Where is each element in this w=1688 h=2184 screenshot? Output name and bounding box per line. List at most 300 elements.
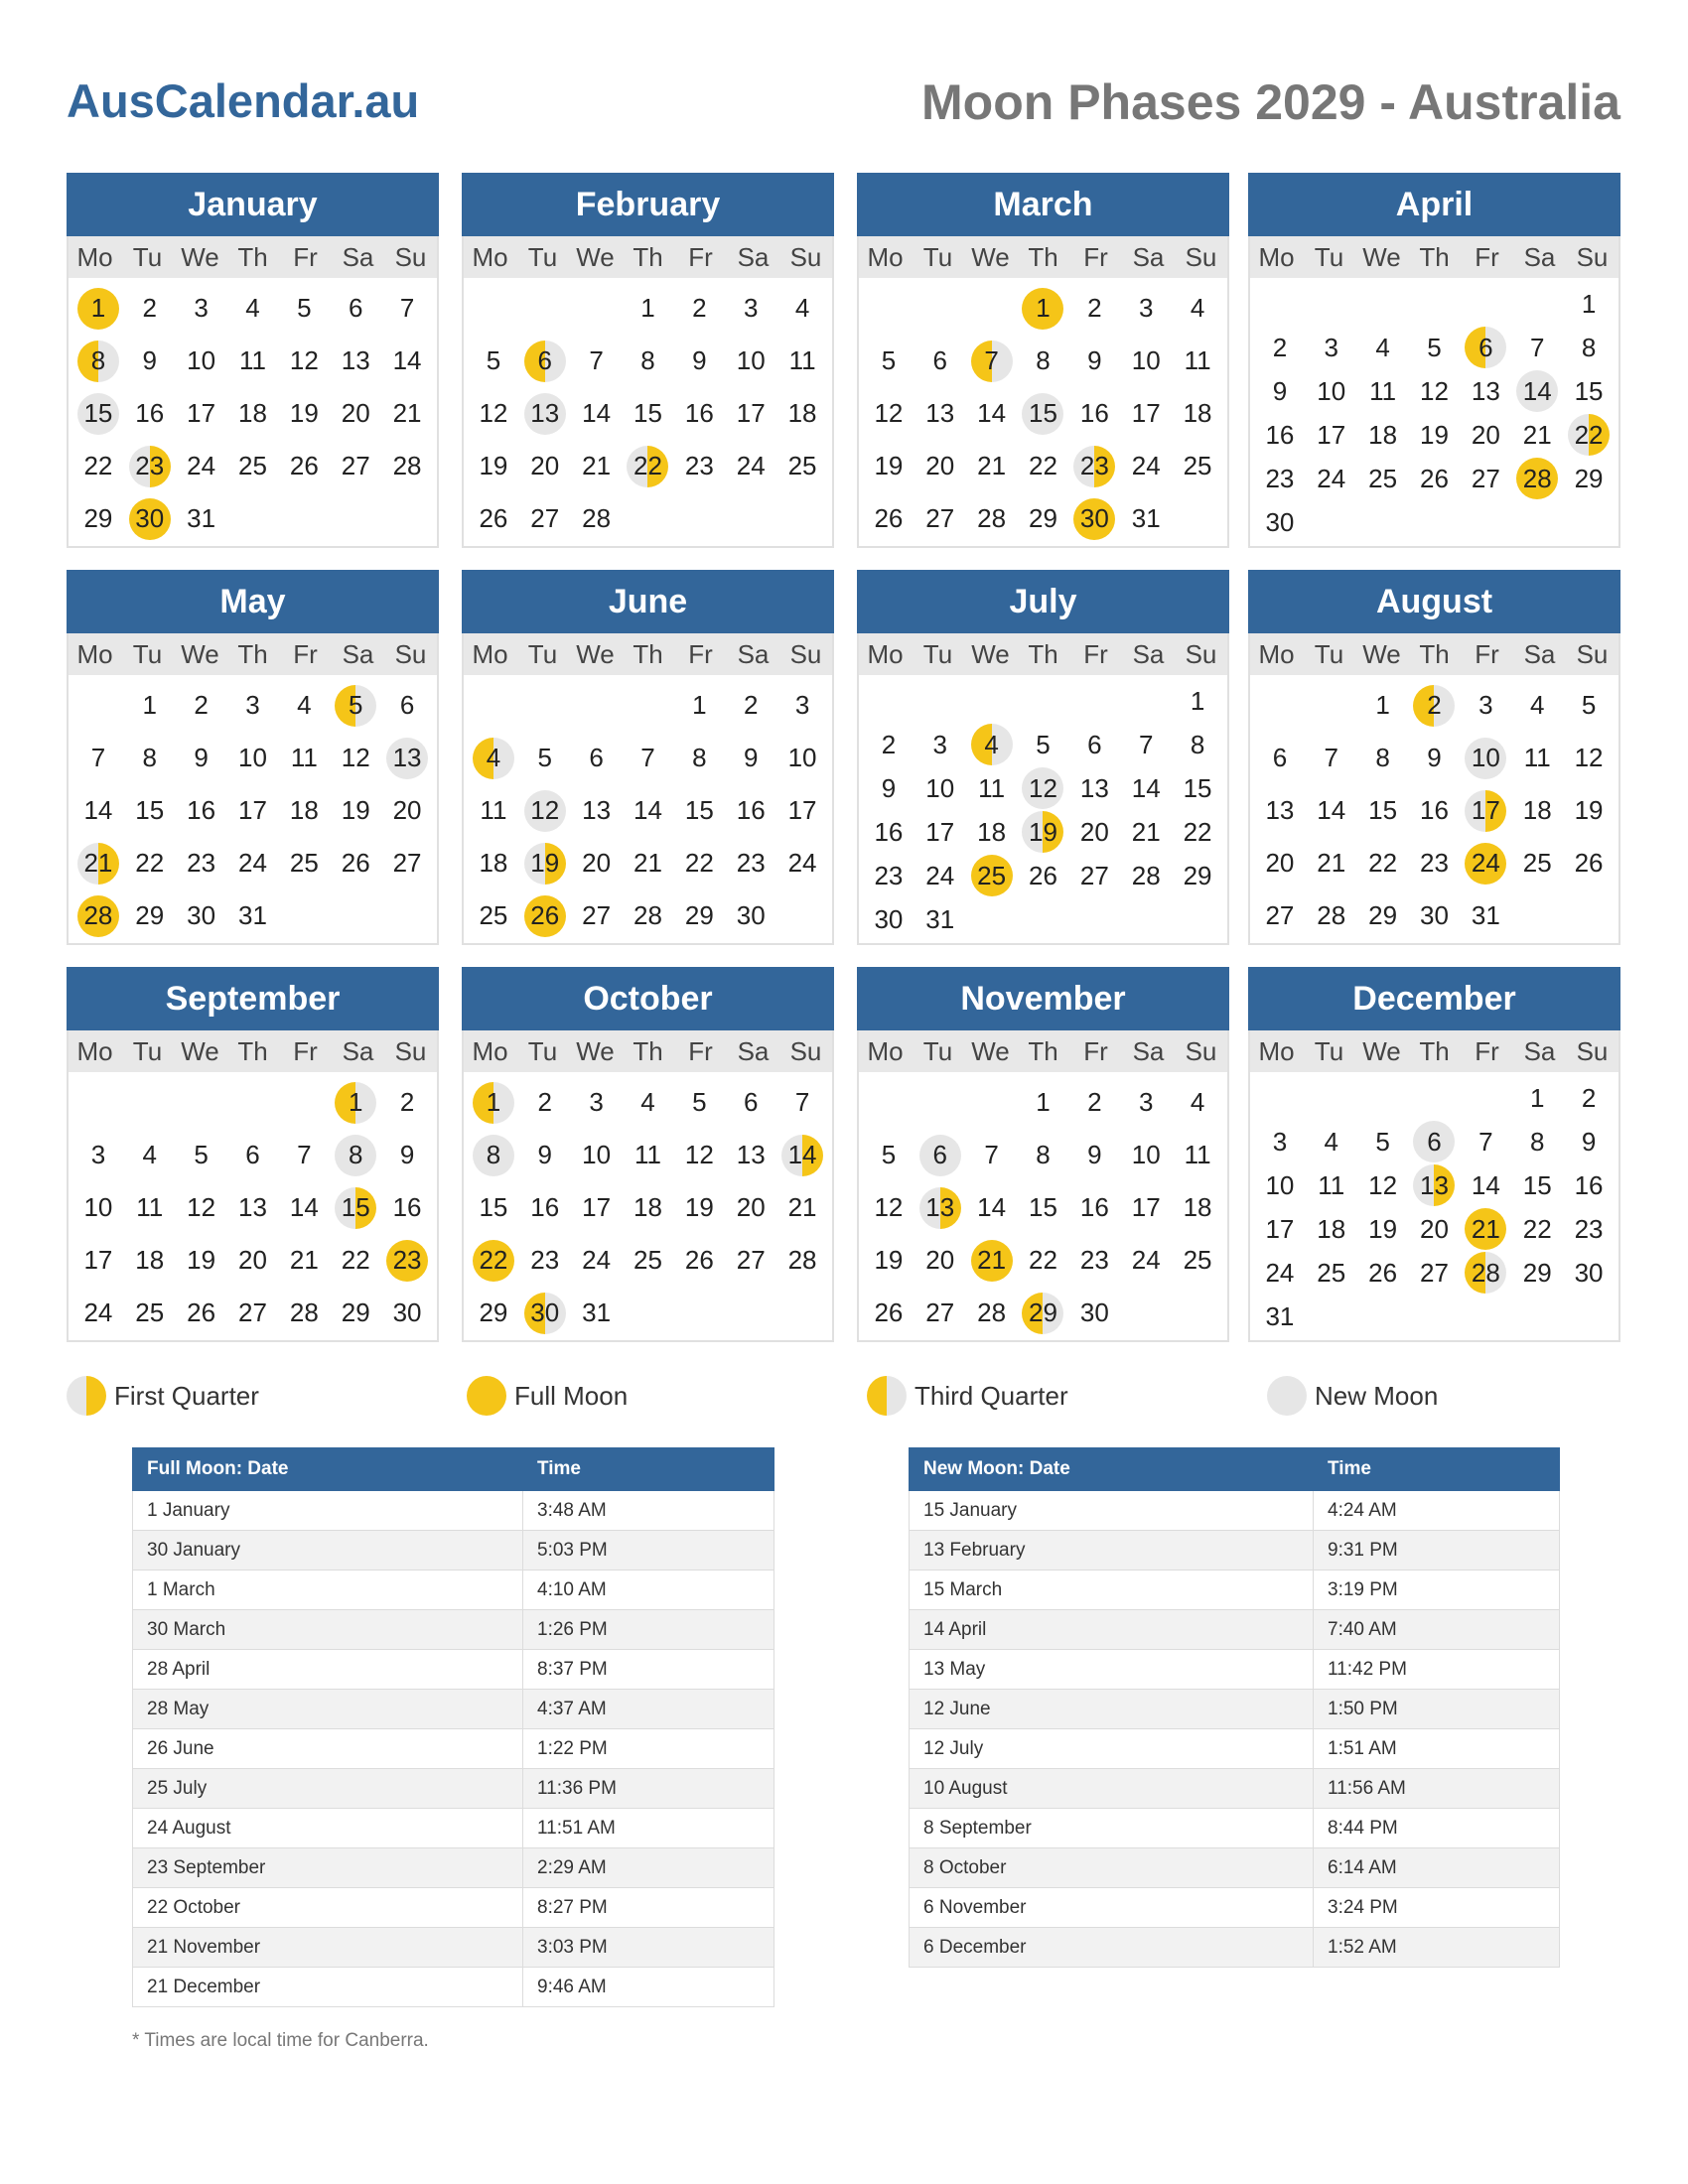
day-cell [725, 1181, 776, 1234]
empty-cell [1306, 282, 1357, 326]
day-cell [72, 1287, 124, 1339]
day-cell [330, 1076, 381, 1129]
day-number: 8 [1581, 332, 1597, 362]
third-quarter-marker: 30 [524, 1293, 566, 1334]
day-number: 3 [589, 1087, 604, 1117]
day-number: 13 [582, 795, 612, 825]
month-may [67, 570, 439, 945]
day-cell [1172, 440, 1223, 492]
weekday-label: Fr [1083, 1035, 1108, 1066]
weekday-label: Mo [867, 241, 904, 272]
day-cell [725, 679, 776, 732]
day-number: 20 [530, 451, 560, 480]
day-cell [571, 1287, 623, 1339]
day-number: 18 [1368, 419, 1398, 450]
day-number: 13 [238, 1192, 267, 1222]
day-number: 3 [245, 690, 260, 720]
new-moon-marker: 6 [919, 1135, 961, 1176]
legend-third-quarter [867, 1376, 1068, 1416]
day-number: 27 [238, 1297, 267, 1327]
weekday-label: Fr [1475, 1035, 1499, 1066]
day-cell [1068, 492, 1120, 545]
day-number: 2 [692, 293, 707, 323]
day-number: 16 [874, 816, 904, 847]
day-number: 17 [787, 795, 817, 825]
empty-cell [571, 282, 623, 335]
full-moon-marker: 28 [77, 895, 119, 937]
day-number: 14 [83, 795, 113, 825]
day-number: 29 [341, 1297, 370, 1327]
day-cell [1563, 837, 1615, 889]
day-cell [1306, 837, 1357, 889]
day-cell [227, 679, 279, 732]
legend-label: New Moon [1315, 1380, 1439, 1411]
day-grid [69, 1072, 437, 1339]
date-cell: 13 February [910, 1531, 1314, 1570]
day-cell [1068, 1076, 1120, 1129]
day-number: 18 [135, 1245, 165, 1275]
day-number: 7 [1138, 729, 1154, 759]
day-number: 14 [582, 398, 612, 428]
site-logo-text[interactable]: AusCalendar.au [67, 74, 420, 127]
day-cell [1511, 1120, 1563, 1163]
weekday-label: Th [237, 1035, 268, 1066]
weekday-label: Tu [922, 638, 953, 669]
date-cell: 22 October [133, 1888, 523, 1928]
first-quarter-marker: 13 [1413, 1164, 1455, 1206]
day-cell [519, 1076, 571, 1129]
empty-cell [863, 679, 914, 723]
day-cell [176, 837, 227, 889]
day-cell [914, 1129, 966, 1181]
full-moon-marker: 22 [473, 1240, 514, 1282]
weekday-label: Mo [76, 638, 113, 669]
time-cell: 9:46 AM [523, 1968, 774, 2007]
third-quarter-marker: 5 [335, 685, 376, 727]
day-number: 19 [479, 451, 508, 480]
day-cell [1254, 326, 1306, 369]
day-number: 10 [1317, 375, 1346, 406]
time-cell: 3:03 PM [523, 1928, 774, 1968]
day-cell [278, 1234, 330, 1287]
day-cell [863, 1234, 914, 1287]
day-cell [124, 837, 176, 889]
day-cell [1172, 1181, 1223, 1234]
time-cell: 8:27 PM [523, 1888, 774, 1928]
first-quarter-marker: 23 [129, 446, 171, 487]
day-number: 10 [238, 743, 267, 772]
empty-cell [1460, 1076, 1511, 1120]
day-cell [623, 1181, 674, 1234]
day-cell [1511, 784, 1563, 837]
weekday-label: Mo [1258, 241, 1295, 272]
day-number: 25 [1183, 1245, 1212, 1275]
day-cell [776, 679, 828, 732]
day-cell [1068, 282, 1120, 335]
weekday-label: Th [633, 241, 663, 272]
day-cell [176, 387, 227, 440]
day-cell [1120, 492, 1172, 545]
day-cell [623, 1076, 674, 1129]
empty-cell [1068, 679, 1120, 723]
month-grid [67, 173, 1620, 1348]
day-number: 31 [238, 900, 267, 930]
weekday-label: Fr [1083, 638, 1108, 669]
table-row [910, 1531, 1560, 1570]
day-number: 22 [1029, 451, 1057, 480]
table-row [910, 1690, 1560, 1729]
day-number: 1 [1581, 288, 1597, 319]
weekday-label: Su [1576, 638, 1609, 669]
day-number: 15 [135, 795, 165, 825]
day-cell [468, 1076, 519, 1129]
empty-cell [1409, 282, 1461, 326]
day-number: 9 [1087, 345, 1102, 375]
day-cell [1120, 854, 1172, 897]
time-cell: 7:40 AM [1314, 1610, 1560, 1650]
day-number: 21 [582, 451, 612, 480]
day-number: 27 [1471, 463, 1500, 493]
day-number: 14 [1471, 1169, 1500, 1200]
day-cell [1172, 282, 1223, 335]
table-row [133, 1968, 774, 2007]
time-cell: 11:51 AM [523, 1809, 774, 1848]
weekday-label: Mo [472, 1035, 508, 1066]
date-cell: 28 April [133, 1650, 523, 1690]
weekday-label: We [181, 241, 219, 272]
day-number: 1 [1190, 685, 1205, 716]
day-number: 1 [142, 690, 157, 720]
table-row [133, 1928, 774, 1968]
new-moon-marker: 10 [1465, 738, 1506, 779]
day-number: 2 [399, 1087, 415, 1117]
empty-cell [1306, 679, 1357, 732]
day-cell [1306, 1163, 1357, 1207]
day-number: 10 [1131, 1140, 1161, 1169]
day-cell [1068, 766, 1120, 810]
legend-new-moon [1267, 1376, 1438, 1416]
day-grid [859, 1072, 1227, 1339]
day-cell [519, 837, 571, 889]
day-grid [464, 1072, 832, 1339]
day-cell [468, 732, 519, 784]
day-cell [1563, 1207, 1615, 1251]
day-cell [863, 335, 914, 387]
third-quarter-marker: 8 [77, 341, 119, 382]
day-number: 12 [874, 1192, 904, 1222]
month-january [67, 173, 439, 548]
day-number: 3 [1138, 293, 1154, 323]
day-cell [914, 492, 966, 545]
day-cell [1254, 369, 1306, 413]
day-number: 16 [1265, 419, 1295, 450]
day-grid [464, 278, 832, 545]
weekday-label: We [971, 638, 1010, 669]
day-grid [1250, 278, 1618, 544]
day-number: 1 [1036, 1087, 1051, 1117]
date-cell: 8 October [910, 1848, 1314, 1888]
day-cell [1460, 837, 1511, 889]
day-cell [1018, 387, 1069, 440]
day-cell [227, 335, 279, 387]
day-number: 24 [83, 1297, 113, 1327]
day-number: 25 [1522, 848, 1552, 878]
day-number: 9 [881, 772, 897, 803]
full-moon-marker: 30 [1073, 498, 1115, 540]
page-title: Moon Phases 2029 - Australia [921, 74, 1620, 130]
day-number: 7 [90, 743, 106, 772]
table-row [910, 1650, 1560, 1690]
day-number: 16 [392, 1192, 422, 1222]
day-number: 30 [874, 903, 904, 934]
full-moon-marker: 30 [129, 498, 171, 540]
day-number: 20 [1265, 848, 1295, 878]
day-number: 28 [392, 451, 422, 480]
day-cell [1306, 457, 1357, 500]
weekday-header [69, 236, 437, 278]
day-cell [519, 889, 571, 942]
phase-legend [67, 1376, 1620, 1422]
month-title: September [67, 967, 439, 1030]
day-number: 11 [1369, 375, 1397, 406]
day-cell [381, 784, 433, 837]
day-cell [176, 784, 227, 837]
day-number: 20 [736, 1192, 766, 1222]
day-number: 31 [582, 1297, 612, 1327]
empty-cell [863, 1076, 914, 1129]
day-cell [278, 282, 330, 335]
day-number: 9 [1581, 1126, 1597, 1157]
day-number: 29 [1574, 463, 1604, 493]
day-cell [124, 679, 176, 732]
day-cell [1306, 326, 1357, 369]
day-cell [330, 679, 381, 732]
date-cell: 21 December [133, 1968, 523, 2007]
day-number: 20 [238, 1245, 267, 1275]
day-number: 22 [1522, 1213, 1552, 1244]
weekday-label: We [576, 241, 615, 272]
weekday-label: Tu [527, 1035, 558, 1066]
table-row [133, 1491, 774, 1531]
weekday-label: Fr [293, 638, 318, 669]
day-cell [124, 732, 176, 784]
full-moon-marker: 24 [1465, 843, 1506, 885]
day-cell [776, 837, 828, 889]
month-title: January [67, 173, 439, 236]
day-number: 25 [479, 900, 508, 930]
day-cell [863, 440, 914, 492]
day-number: 25 [238, 451, 267, 480]
month-february [462, 173, 834, 548]
day-cell [571, 1076, 623, 1129]
full-moon-marker: 1 [1022, 288, 1063, 330]
day-cell [571, 492, 623, 545]
new-moon-marker: 13 [386, 738, 428, 779]
day-cell [966, 810, 1018, 854]
day-cell [1409, 732, 1461, 784]
day-number: 20 [582, 848, 612, 878]
day-number: 16 [684, 398, 714, 428]
day-number: 17 [1131, 398, 1161, 428]
first-quarter-icon [67, 1376, 106, 1416]
month-title: October [462, 967, 834, 1030]
day-number: 12 [874, 398, 904, 428]
day-cell [1511, 1076, 1563, 1120]
day-cell [1460, 1163, 1511, 1207]
day-number: 3 [1478, 690, 1493, 720]
day-cell [468, 335, 519, 387]
day-number: 8 [640, 345, 655, 375]
empty-cell [519, 679, 571, 732]
day-cell [1511, 1251, 1563, 1295]
day-cell [673, 1129, 725, 1181]
day-cell [278, 784, 330, 837]
day-cell [623, 1234, 674, 1287]
empty-cell [124, 1076, 176, 1129]
day-number: 4 [1375, 332, 1390, 362]
day-cell [330, 440, 381, 492]
day-cell [519, 335, 571, 387]
full-moon-marker: 25 [971, 855, 1013, 896]
day-number: 11 [788, 345, 816, 375]
day-number: 23 [1574, 1213, 1604, 1244]
day-cell [914, 766, 966, 810]
day-cell [1409, 1120, 1461, 1163]
day-cell [1409, 457, 1461, 500]
day-cell [381, 387, 433, 440]
day-cell [1018, 1076, 1069, 1129]
day-cell [1409, 1163, 1461, 1207]
day-number: 15 [1183, 772, 1212, 803]
time-cell: 1:51 AM [1314, 1729, 1560, 1769]
day-number: 27 [530, 503, 560, 533]
day-cell [1120, 723, 1172, 766]
day-number: 28 [977, 1297, 1007, 1327]
empty-cell [1511, 282, 1563, 326]
weekday-label: Th [633, 1035, 663, 1066]
day-number: 2 [1087, 293, 1102, 323]
day-cell [1563, 732, 1615, 784]
empty-cell [1409, 1076, 1461, 1120]
day-number: 25 [633, 1245, 662, 1275]
day-number: 16 [736, 795, 766, 825]
day-number: 26 [1368, 1257, 1398, 1288]
day-cell [1357, 369, 1409, 413]
time-cell: 4:24 AM [1314, 1491, 1560, 1531]
day-number: 19 [1420, 419, 1449, 450]
empty-cell [914, 282, 966, 335]
day-number: 5 [537, 743, 552, 772]
day-number: 26 [1420, 463, 1449, 493]
day-cell [623, 1129, 674, 1181]
day-number: 9 [1087, 1140, 1102, 1169]
first-quarter-marker: 15 [335, 1187, 376, 1229]
day-cell [1306, 784, 1357, 837]
day-number: 7 [1324, 743, 1338, 772]
day-number: 25 [289, 848, 319, 878]
date-cell: 13 May [910, 1650, 1314, 1690]
weekday-header [464, 1030, 832, 1072]
day-cell [673, 1076, 725, 1129]
day-cell [72, 387, 124, 440]
day-cell [1018, 854, 1069, 897]
date-cell: 1 January [133, 1491, 523, 1531]
day-number: 26 [479, 503, 508, 533]
new-moon-marker: 15 [1022, 393, 1063, 435]
day-cell [519, 1234, 571, 1287]
day-cell [1120, 1181, 1172, 1234]
weekday-label: Su [394, 638, 427, 669]
day-cell [571, 1129, 623, 1181]
day-cell [1409, 784, 1461, 837]
day-cell [1306, 732, 1357, 784]
date-cell: 23 September [133, 1848, 523, 1888]
day-number: 18 [1183, 398, 1212, 428]
day-cell [227, 732, 279, 784]
day-cell [966, 766, 1018, 810]
legend-label: Full Moon [514, 1380, 629, 1411]
day-number: 3 [794, 690, 810, 720]
day-number: 12 [1574, 743, 1604, 772]
day-number: 11 [238, 345, 266, 375]
day-grid [1250, 675, 1618, 942]
weekday-label: Sa [342, 1035, 374, 1066]
day-cell [124, 1129, 176, 1181]
day-number: 21 [392, 398, 422, 428]
month-august [1248, 570, 1620, 945]
day-cell [1254, 784, 1306, 837]
day-number: 2 [743, 690, 759, 720]
day-number: 16 [187, 795, 216, 825]
day-cell [673, 679, 725, 732]
day-cell [1068, 335, 1120, 387]
day-number: 2 [537, 1087, 552, 1117]
table-row [910, 1888, 1560, 1928]
day-cell [1018, 335, 1069, 387]
day-number: 3 [1138, 1087, 1154, 1117]
day-cell [1409, 413, 1461, 457]
day-cell [72, 492, 124, 545]
day-number: 27 [925, 503, 955, 533]
weekday-label: Th [1419, 638, 1450, 669]
month-december [1248, 967, 1620, 1342]
day-number: 9 [743, 743, 759, 772]
day-cell [1018, 282, 1069, 335]
day-number: 17 [238, 795, 267, 825]
day-number: 7 [794, 1087, 810, 1117]
third-quarter-marker: 4 [473, 738, 514, 779]
date-cell: 24 August [133, 1809, 523, 1848]
empty-cell [1120, 679, 1172, 723]
day-number: 31 [1471, 900, 1500, 930]
time-cell: 11:42 PM [1314, 1650, 1560, 1690]
day-number: 26 [289, 451, 319, 480]
day-cell [176, 732, 227, 784]
day-number: 13 [925, 398, 955, 428]
month-title: July [857, 570, 1229, 633]
weekday-header [1250, 633, 1618, 675]
day-number: 21 [1131, 816, 1161, 847]
day-number: 5 [1427, 332, 1442, 362]
weekday-label: Mo [472, 241, 508, 272]
date-cell: 26 June [133, 1729, 523, 1769]
weekday-label: Tu [922, 1035, 953, 1066]
day-cell [1511, 1163, 1563, 1207]
day-cell [1068, 1287, 1120, 1339]
weekday-label: Tu [132, 638, 163, 669]
empty-cell [1254, 1076, 1306, 1120]
day-cell [381, 837, 433, 889]
